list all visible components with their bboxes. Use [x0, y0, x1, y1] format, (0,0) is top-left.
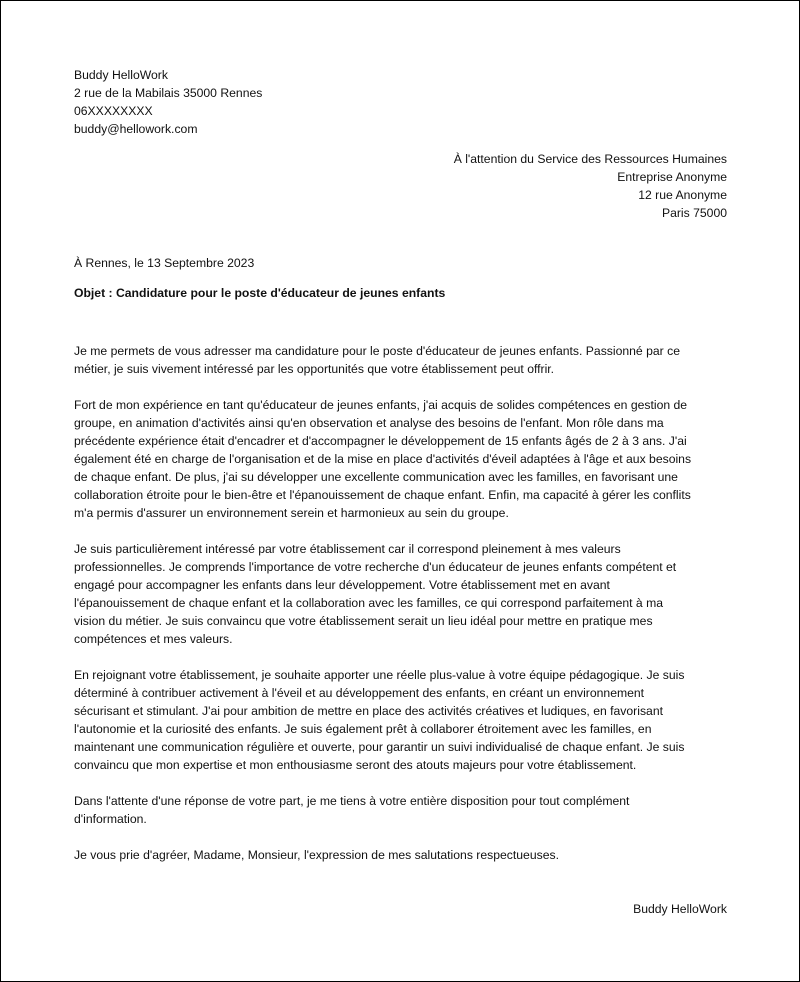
- body-line: maintenant une communication régulière et ouverte, pour garantir un suivi individualisé de chaque enfant. Je suis: [74, 740, 685, 754]
- body-line: vision du métier. Je suis convaincu que votre établissement serait un lieu idéal pour mettre en pratique mes: [74, 614, 653, 628]
- body-line: précédente expérience était d'encadrer et d'accompagner le développement de 15 enfants âgés de 2 à 3 ans. J'ai: [74, 434, 687, 448]
- recipient-attention: À l'attention du Service des Ressources Humaines: [453, 152, 727, 166]
- signature: Buddy HelloWork: [633, 902, 727, 916]
- body-line: collaboration étroite pour le bien-être et l'épanouissement de chaque enfant. Enfin, ma capacité à gérer les conflits: [74, 488, 691, 502]
- body-line: Fort de mon expérience en tant qu'éducateur de jeunes enfants, j'ai acquis de solides compétences en gestion de: [74, 398, 688, 412]
- body-line: engagé pour accompagner les enfants dans leur développement. Votre établissement met en avant: [74, 578, 610, 592]
- body-line: En rejoignant votre établissement, je souhaite apporter une réelle plus-value à votre équipe pédagogique. Je suis: [74, 668, 685, 682]
- body-line: l'autonomie et la curiosité des enfants. Je suis également prêt à collaborer étroitement avec les familles, en: [74, 722, 652, 736]
- date-line: À Rennes, le 13 Septembre 2023: [74, 256, 255, 270]
- body-line: métier, je suis vivement intéressé par les opportunités que votre établissement peut offrir.: [74, 362, 555, 376]
- body-line: Dans l'attente d'une réponse de votre part, je me tiens à votre entière disposition pour tout complément: [74, 794, 630, 808]
- body-line: Je vous prie d'agréer, Madame, Monsieur, l'expression de mes salutations respectueuses.: [74, 848, 559, 862]
- sender-address: 2 rue de la Mabilais 35000 Rennes: [74, 86, 263, 100]
- body-line: de chaque enfant. De plus, j'ai su développer une excellente communication avec les familles, en favorisant une: [74, 470, 678, 484]
- body-line: professionnelles. Je comprends l'importance de votre recherche d'un éducateur de jeunes enfants compétent et: [74, 560, 677, 574]
- body-line: déterminé à contribuer activement à l'éveil et au développement des enfants, en créant un environnement: [74, 686, 645, 700]
- recipient-street: 12 rue Anonyme: [638, 188, 727, 202]
- recipient-company: Entreprise Anonyme: [617, 170, 727, 184]
- recipient-city: Paris 75000: [661, 206, 727, 220]
- body-line: Je me permets de vous adresser ma candidature pour le poste d'éducateur de jeunes enfants. Passionné par ce: [74, 344, 680, 358]
- sender-email: buddy@hellowork.com: [74, 122, 198, 136]
- body-line: groupe, en animation d'activités ainsi qu'en observation et analyse des besoins de l'enfant. Mon rôle dans ma: [74, 416, 664, 430]
- body-line: l'épanouissement de chaque enfant et la collaboration avec les familles, ce qui correspond parfaitement à ma: [74, 596, 664, 610]
- body-line: également été en charge de l'organisation et de la mise en place d'activités d'éveil adaptées à l'âge et aux besoins: [74, 452, 692, 466]
- body-line: Je suis particulièrement intéressé par votre établissement car il correspond pleinement à mes valeurs: [74, 542, 621, 556]
- body-line: compétences et mes valeurs.: [74, 632, 233, 646]
- body-line: m'a permis d'assurer un environnement serein et harmonieux au sein du groupe.: [74, 506, 509, 520]
- body-line: sécurisant et stimulant. J'ai pour ambition de mettre en place des activités créatives et ludiques, en favorisant: [74, 704, 663, 718]
- sender-phone: 06XXXXXXXX: [74, 104, 153, 118]
- body-line: convaincu que mon expertise et mon enthousiasme seront des atouts majeurs pour votre établissement.: [74, 758, 637, 772]
- subject-line: Objet : Candidature pour le poste d'éducateur de jeunes enfants: [74, 286, 446, 300]
- body-line: d'information.: [74, 812, 147, 826]
- sender-name: Buddy HelloWork: [74, 68, 168, 82]
